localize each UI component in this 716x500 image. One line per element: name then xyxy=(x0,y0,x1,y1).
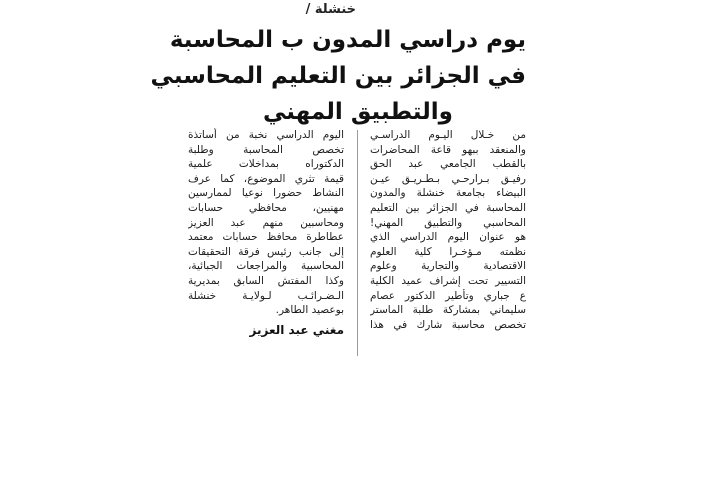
body-line: الدكتوراه بمداخلات علمية xyxy=(188,158,344,171)
body-line: تخصص المحاسبة وطلبة xyxy=(188,143,344,156)
body-line: المحاسبة في الجزائر بين التعليم xyxy=(370,201,526,214)
body-line: نظمته مـؤخـرا كلية العلوم xyxy=(370,245,526,258)
body-line: المحاسبية والمراجعات الجبائية، xyxy=(188,260,344,273)
article-body xyxy=(188,128,526,364)
body-line: هو عنوان اليوم الدراسي الذي xyxy=(370,231,526,244)
headline-line-3: والتطبيق المهني xyxy=(263,99,453,125)
body-line: بوعصيد الطاهر. xyxy=(275,304,344,317)
headline-line-1: يوم دراسي المدون ب المحاسبة xyxy=(169,27,526,53)
body-line: قيمة تثري الموضوع، كما عرف xyxy=(188,172,344,185)
body-line: وكذا المفتش السابق بمديرية xyxy=(188,274,344,287)
body-line: التسيير تحت إشراف عميد الكلية xyxy=(370,274,526,287)
section-rubric: خنشلة / xyxy=(305,2,356,17)
body-line: البيضاء بجامعة خنشلة والمدون xyxy=(370,187,526,200)
body-line: ومحاسبين منهم عبد العزيز xyxy=(188,216,344,229)
body-line: من خـلال اليـوم الدراسـي xyxy=(370,129,526,141)
author-byline: مغني عبد العزيز xyxy=(249,322,344,337)
body-column-right xyxy=(370,128,526,332)
body-line: تخصص محاسبة شارك في هذا xyxy=(370,318,526,331)
body-line: ع جباري وتأطير الدكتور عصام xyxy=(370,289,526,302)
body-line: رفيـق بـرارحـي بـطـريـق عيـن xyxy=(370,172,526,185)
newspaper-clipping xyxy=(150,0,534,372)
body-line: والمنعقد ببهو قاعة المحاضرات xyxy=(370,143,526,156)
headline-line-2: في الجزائر بين التعليم المحاسبي xyxy=(150,63,526,89)
body-line: إلى جانب رئيس فرقة التحقيقات xyxy=(188,245,344,258)
body-line: بالقطب الجامعي عبد الحق xyxy=(370,158,526,171)
body-line: النشاط حضورا نوعيا لممارسين xyxy=(188,187,344,200)
article-headline xyxy=(150,22,526,130)
body-column-left xyxy=(188,128,344,338)
body-line: عطاطرة محافظ حسابات معتمد xyxy=(188,231,344,244)
body-line: مهنيين، محافظي حسابات xyxy=(188,201,344,214)
body-line: اليوم الدراسي نخبة من أساتذة xyxy=(188,129,344,141)
body-line: المحاسبي والتطبيق المهني! xyxy=(370,216,526,229)
column-divider xyxy=(357,130,358,356)
body-line: الاقتصادية والتجارية وعلوم xyxy=(370,260,526,273)
body-line: سليماني بمشاركة طلبة الماستر xyxy=(370,304,526,317)
body-line: الـضـرائـب لـولايـة خنشلة xyxy=(188,289,344,302)
